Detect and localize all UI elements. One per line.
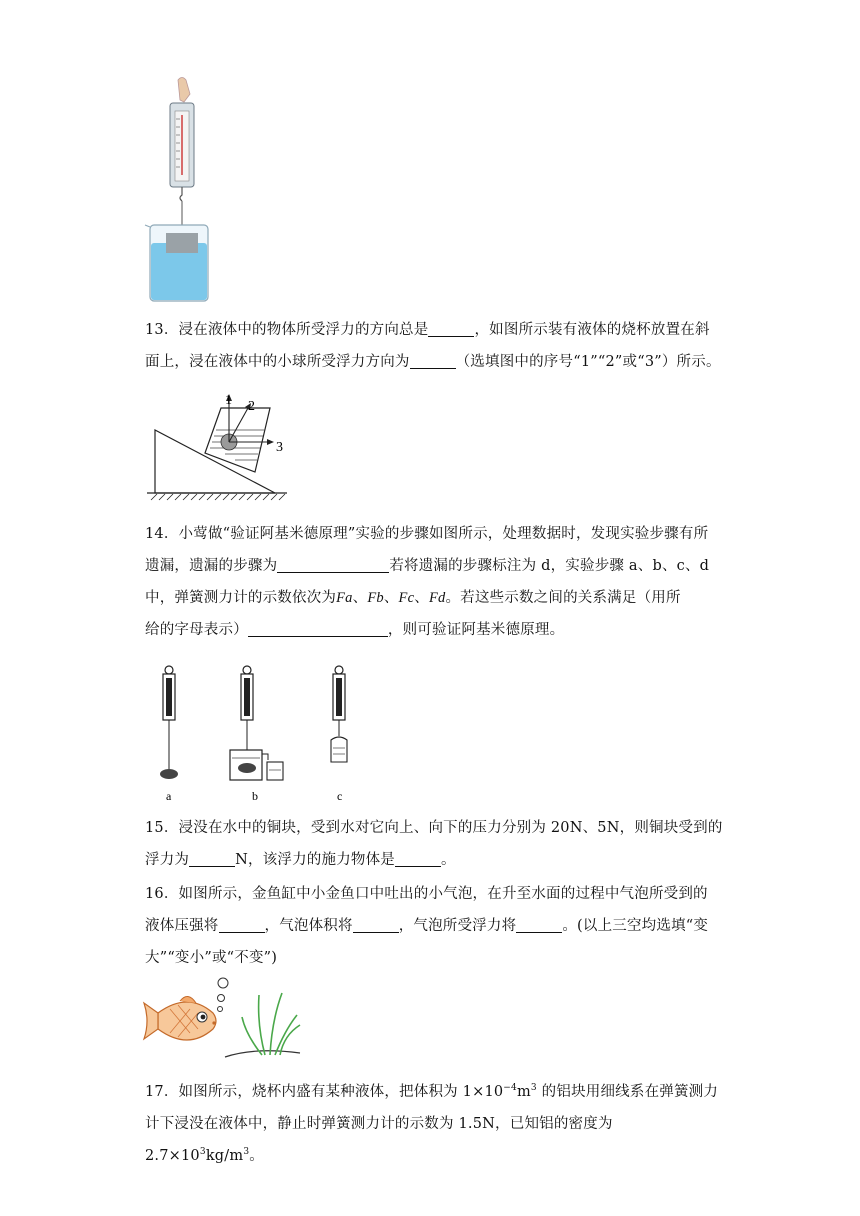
force-variable: Fb [367, 590, 384, 606]
goldfish-bubbles-figure [140, 975, 310, 1065]
question-17 [145, 1076, 725, 1172]
question-text: ，气泡体积将 [264, 918, 353, 934]
question-text: 中，弹簧测力计的示数依次为 [145, 590, 337, 606]
question-number: 14 [145, 526, 164, 542]
question-text: 。 [249, 1148, 264, 1164]
arrow-label-1: 1 [225, 393, 232, 408]
answer-blank[interactable] [189, 850, 235, 867]
question-text: ．如图所示，烧杯内盛有某种液体，把体积为 1×10 [163, 1084, 504, 1100]
step-b-scale [230, 666, 283, 780]
exponent: 3 [243, 1147, 250, 1158]
step-label-b: b [252, 789, 258, 803]
question-text: 。 [441, 852, 456, 868]
answer-blank[interactable] [395, 850, 441, 867]
step-label-c: c [337, 789, 343, 803]
unit: kg/m [205, 1148, 244, 1164]
answer-blank[interactable] [248, 620, 388, 637]
question-text: ．浸在液体中的物体所受浮力的方向总是 [163, 322, 429, 338]
question-text: N，该浮力的施力物体是 [235, 852, 395, 868]
question-number: 15 [145, 820, 164, 836]
question-text: 计下浸没在液体中，静止时弹簧测力计的示数为 1.5N，已知铝的密度为 2.7×10 [145, 1116, 613, 1164]
question-text: 面上，浸在液体中的小球所受浮力方向为 [145, 354, 410, 370]
question-15 [145, 812, 725, 876]
question-text: 浮力为 [145, 852, 190, 868]
question-text: 液体压强将 [145, 918, 219, 934]
question-text: 。(以上三空均选填“变 [562, 918, 709, 934]
answer-blank[interactable] [277, 556, 389, 573]
question-text: ．如图所示，金鱼缸中小金鱼口中吐出的小气泡，在升至水面的过程中气泡所受到的 [163, 886, 708, 902]
question-text: 。若这些示数之间的关系满足（用所 [445, 590, 681, 606]
question-text: ，则可验证阿基米德原理。 [387, 622, 565, 638]
question-text: ，如图所示装有液体的烧杯放置在斜 [474, 322, 710, 338]
unit: m [516, 1084, 531, 1100]
step-c-scale [331, 666, 347, 762]
question-text: 遗漏，遗漏的步骤为 [145, 558, 278, 574]
exponent: 3 [530, 1083, 537, 1094]
question-text: （选填图中的序号“1”“2”或“3”）所示。 [455, 354, 721, 370]
question-16 [145, 878, 725, 974]
arrow-label-3: 3 [276, 440, 283, 455]
step-a-scale [160, 666, 178, 779]
question-text: ．浸没在水中的铜块，受到水对它向上、向下的压力分别为 20N、5N，则铜块受到的 [163, 820, 723, 836]
question-number: 17 [145, 1084, 164, 1100]
answer-blank[interactable] [516, 916, 562, 933]
question-text: 若将遗漏的步骤标注为 d，实验步骤 a、b、c、d [389, 558, 710, 574]
exponent: −4 [503, 1083, 517, 1094]
question-text: 的铝块用细线系在弹簧测力 [536, 1084, 719, 1100]
answer-blank[interactable] [219, 916, 265, 933]
force-variable: Fa [336, 590, 353, 606]
force-variable: Fd [428, 590, 446, 606]
step-label-a: a [166, 789, 172, 803]
answer-blank[interactable] [428, 320, 474, 337]
question-text: ．小莺做“验证阿基米德原理”实验的步骤如图所示，处理数据时，发现实验步骤有所 [163, 526, 709, 542]
experiment-steps-figure [150, 662, 370, 807]
question-text: 大”“变小”或“不变”) [145, 950, 278, 966]
question-13 [145, 314, 725, 378]
question-number: 13 [145, 322, 164, 338]
answer-blank[interactable] [410, 352, 456, 369]
answer-blank[interactable] [353, 916, 399, 933]
exponent: 3 [199, 1147, 206, 1158]
question-text: 给的字母表示） [145, 622, 248, 638]
question-14: 14．小莺做“验证阿基米德原理”实验的步骤如图所示，处理数据时，发现实验步骤有所 遗漏，遗漏的步骤为 若将遗漏的步骤标注为 d，实验步骤 a、b、c、d 中，弹簧测力计的示数依次为Fa、Fb、Fc、Fd。若这些示数之间的关系满足（用所 给的字母表示） ，则可验证阿基米德原理。 [145, 526, 710, 638]
arrow-label-2: 2 [248, 399, 255, 414]
spring-scale-beaker-figure [140, 75, 220, 305]
question-number: 16 [145, 886, 164, 902]
incline-beaker-figure [145, 390, 290, 505]
question-text: ，气泡所受浮力将 [398, 918, 517, 934]
force-variable: Fc [398, 590, 415, 606]
